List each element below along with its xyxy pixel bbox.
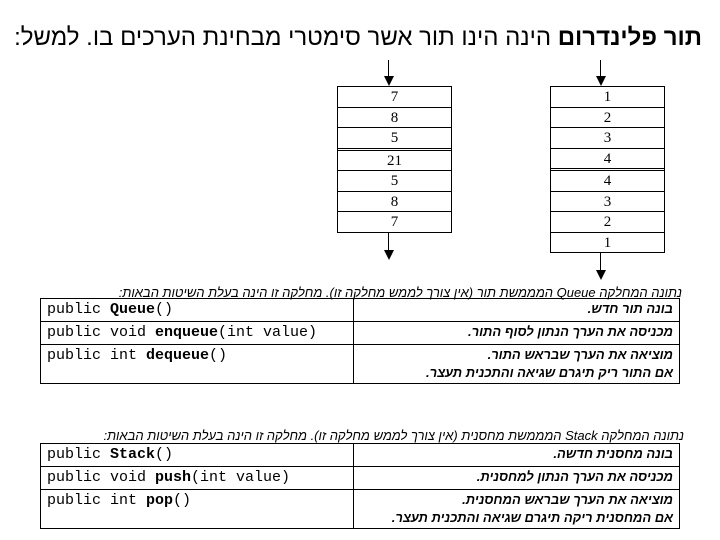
method-signature (41, 345, 354, 384)
method-description (354, 444, 680, 467)
signature-post: (int value) (218, 324, 318, 341)
signature-pre: public int (47, 347, 147, 364)
description-line: מוציאה את הערך שבראש התור. (487, 347, 673, 362)
down-arrow-icon (384, 60, 394, 86)
queue-cell: 2 (551, 108, 664, 129)
description-line: מכניסה את הערך הנתון לסוף התור. (468, 324, 673, 339)
method-signature (41, 299, 354, 322)
method-row (41, 467, 680, 490)
method-row (41, 322, 680, 345)
down-arrow-icon (596, 60, 606, 86)
signature-name: dequeue (146, 347, 210, 364)
down-arrow-icon (596, 252, 606, 280)
method-signature (41, 467, 354, 490)
description-line: מוציאה את הערך שבראש המחסנית. (462, 492, 673, 507)
ascending-queue (550, 86, 665, 253)
title-bold: תור פלינדרום (557, 24, 702, 51)
description-line: בונה מחסנית חדשה. (553, 446, 673, 461)
signature-pre: public (47, 301, 111, 318)
signature-name: enqueue (155, 324, 219, 341)
title-rest: הינה הינו תור אשר סימטרי מבחינת הערכים בו. למשל: (14, 24, 558, 51)
signature-pre: public void (47, 324, 156, 341)
queue-cell: 5 (338, 171, 451, 192)
stack-methods-table (40, 443, 680, 529)
page-title (14, 24, 702, 52)
method-description (354, 322, 680, 345)
description-line: מכניסה את הערך הנתון למחסנית. (476, 469, 673, 484)
method-description (354, 490, 680, 529)
signature-post: () (173, 492, 192, 509)
queue-cell: 3 (551, 128, 664, 149)
signature-pre: public (47, 446, 111, 463)
queue-cell: 7 (338, 87, 451, 108)
queue-intro: נתונה המחלקה Queue המממשת תור (אין צורך לממש מחלקה זו). מחלקה זו הינה בעלת השיטות הבאות: (118, 285, 682, 300)
method-signature (41, 490, 354, 529)
method-description (354, 467, 680, 490)
signature-post: () (209, 347, 228, 364)
down-arrow-icon (384, 232, 394, 260)
method-description (354, 299, 680, 322)
signature-post: () (155, 301, 174, 318)
queue-cell: 21 (338, 151, 451, 172)
description-line: אם התור ריק תיגרם שגיאה והתכנית תעצר. (426, 365, 673, 380)
palindrome-queue (337, 86, 452, 233)
signature-post: () (155, 446, 174, 463)
signature-name: pop (146, 492, 174, 509)
description-line: בונה תור חדש. (587, 301, 673, 316)
signature-pre: public void (47, 469, 156, 486)
signature-name: push (155, 469, 192, 486)
method-row (41, 444, 680, 467)
stack-intro: נתונה המחלקה Stack המממשת מחסנית (אין צורך לממש מחלקה זו). מחלקה זו הינה בעלת השיטות הבאות: (103, 428, 684, 443)
signature-post: (int value) (191, 469, 291, 486)
queue-cell: 8 (338, 192, 451, 213)
queue-cell: 1 (551, 87, 664, 108)
queue-cell: 7 (338, 212, 451, 233)
method-row (41, 490, 680, 529)
signature-name: Queue (110, 301, 156, 318)
method-signature (41, 322, 354, 345)
queue-cell: 5 (338, 128, 451, 151)
signature-pre: public int (47, 492, 147, 509)
queue-cell: 4 (551, 171, 664, 192)
signature-name: Stack (110, 446, 156, 463)
queue-cell: 3 (551, 192, 664, 213)
queue-methods-table (40, 298, 680, 384)
queue-cell: 2 (551, 212, 664, 233)
method-row (41, 345, 680, 384)
method-row (41, 299, 680, 322)
queue-cell: 4 (551, 149, 664, 172)
queue-cell: 1 (551, 233, 664, 254)
method-description (354, 345, 680, 384)
method-signature (41, 444, 354, 467)
queue-cell: 8 (338, 108, 451, 129)
description-line: אם המחסנית ריקה תיגרם שגיאה והתכנית תעצר. (391, 510, 673, 525)
